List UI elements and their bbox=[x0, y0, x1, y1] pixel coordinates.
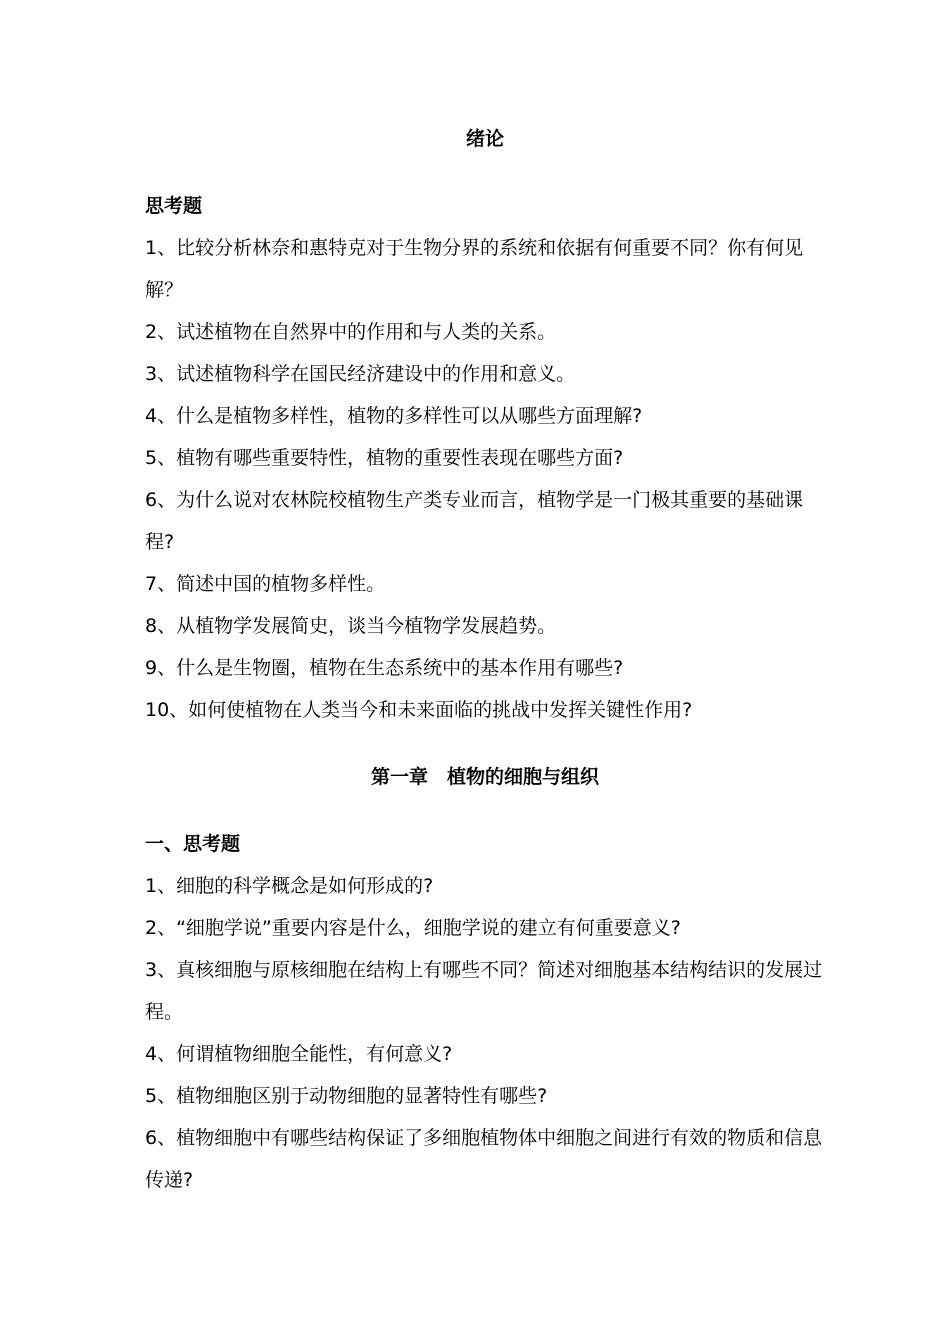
question-item: 7、简述中国的植物多样性。 bbox=[145, 573, 386, 595]
question-item: 9、什么是生物圈，植物在生态系统中的基本作用有哪些? bbox=[145, 657, 624, 679]
spacer bbox=[145, 798, 825, 823]
question-item: 3、试述植物科学在国民经济建设中的作用和意义。 bbox=[145, 363, 576, 385]
question-item: 2、试述植物在自然界中的作用和与人类的关系。 bbox=[145, 321, 557, 343]
question-item: 10、如何使植物在人类当今和未来面临的挑战中发挥关键性作用? bbox=[145, 699, 693, 721]
spacer bbox=[145, 731, 825, 756]
chapter-heading: 一、思考题 bbox=[145, 833, 241, 855]
question-item: 8、从植物学发展简史，谈当今植物学发展趋势。 bbox=[145, 615, 557, 637]
question-item: 4、何谓植物细胞全能性，有何意义? bbox=[145, 1043, 453, 1065]
document-content bbox=[145, 118, 825, 1201]
question-item: 2、“细胞学说”重要内容是什么，细胞学说的建立有何重要意义? bbox=[145, 917, 681, 939]
spacer bbox=[145, 160, 825, 185]
question-item: 1、细胞的科学概念是如何形成的? bbox=[145, 875, 434, 897]
question-item: 6、植物细胞中有哪些结构保证了多细胞植物体中细胞之间进行有效的物质和信息传递? bbox=[145, 1127, 823, 1191]
question-item: 6、为什么说对农林院校植物生产类专业而言，植物学是一门极其重要的基础课程? bbox=[145, 489, 804, 553]
question-item: 3、真核细胞与原核细胞在结构上有哪些不同？简述对细胞基本结构结识的发展过程。 bbox=[145, 959, 823, 1023]
question-item: 4、什么是植物多样性，植物的多样性可以从哪些方面理解? bbox=[145, 405, 643, 427]
intro-title: 绪论 bbox=[465, 128, 504, 150]
question-item: 5、植物细胞区别于动物细胞的显著特性有哪些? bbox=[145, 1085, 548, 1107]
question-item: 5、植物有哪些重要特性，植物的重要性表现在哪些方面? bbox=[145, 447, 624, 469]
chapter-title: 第一章 植物的细胞与组织 bbox=[370, 766, 599, 788]
question-item: 1、比较分析林奈和惠特克对于生物分界的系统和依据有何重要不同？你有何见解？ bbox=[145, 237, 804, 301]
intro-heading: 思考题 bbox=[145, 195, 203, 217]
